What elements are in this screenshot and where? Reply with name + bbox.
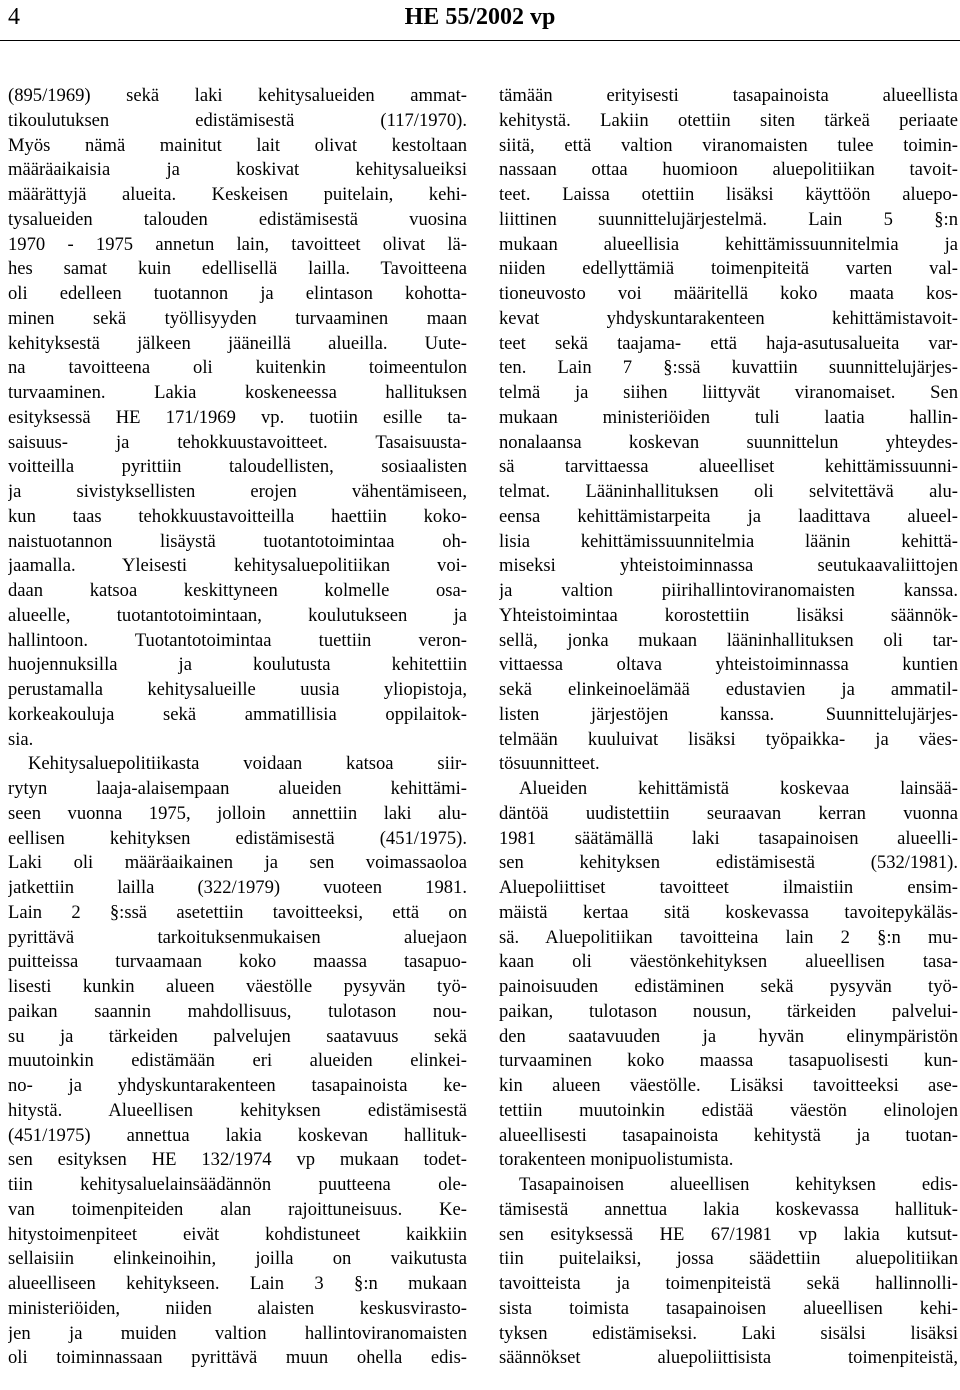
text-line: hitystä. Alueellisen kehityksen edistämisestä	[8, 1099, 467, 1121]
text-line: tavoitteista ja toimenpiteistä sekä hallinnolli-	[499, 1273, 958, 1294]
text-line: na tavoitteena oli kuitenkin toimeentulon	[8, 357, 467, 379]
text-line: kin alueen väestölle. Lisäksi tavoitteeksi ase-	[499, 1075, 958, 1096]
text-line: eensa kehittämistarpeita ja laadittava alueel-	[499, 505, 958, 527]
text-line: Yhteistoimintaa korostettiin lisäksi säännök-	[499, 604, 958, 626]
text-line: kehityksestä jälkeen jääneillä alueilla. Uute-	[8, 332, 467, 354]
text-line: muutoinkin edistämään eri alueiden elinkei-	[8, 1050, 467, 1072]
text-line: teet. Laissa otettiin lisäksi käyttöön aluepo-	[499, 184, 958, 205]
text-line: niiden edellyttämiä toimenpiteitä varten val-	[499, 258, 958, 280]
text-line: telmä ja siihen liittyvät viranomaiset. Sen	[499, 382, 958, 403]
text-line: perustamalla kehitysalueille uusia yliopistoja,	[8, 679, 467, 700]
text-line: ja sivistyksellisten erojen vähentämiseen,	[8, 481, 467, 502]
text-line: 1970 - 1975 annetun lain, tavoitteet olivat lä-	[8, 233, 467, 255]
text-line: hitystoimenpiteet eivät kohdistuneet kaikkiin	[8, 1223, 467, 1245]
text-line: hes samat kuin edellisellä lailla. Tavoitteena	[8, 258, 467, 280]
text-line: mäistä kertaa sitä koskevassa tavoitepykäläs-	[499, 901, 958, 923]
text-line: saisuus- ja tehokkuustavoitteet. Tasaisuusta-	[8, 431, 467, 453]
header-rule	[0, 40, 960, 41]
text-line: alueelliseen kehitykseen. Lain 3 §:n mukaan	[8, 1273, 467, 1294]
text-line: lisia kehittämissuunnitelmia läänin kehittä-	[499, 530, 958, 552]
text-line: voitteilla pyrittiin taloudellisten, sosiaalisten	[8, 456, 467, 478]
left-text-column	[8, 84, 467, 1371]
text-line: daan katsoa keskittyneen kolmelle osa-	[8, 580, 467, 601]
text-line: jen ja muiden valtion hallintoviranomaisten	[8, 1322, 467, 1344]
text-line: sä. Aluepolitiikan tavoitteina lain 2 §:n mu-	[499, 926, 958, 948]
text-line: sia.	[8, 728, 34, 750]
text-line: Laki oli määräaikainen ja sen voimassaoloa	[8, 852, 467, 874]
text-line: no- ja yhdyskuntarakenteen tasapainoista ke-	[8, 1075, 467, 1096]
text-line: jaamalla. Yleisesti kehitysaluepolitiikan voi-	[8, 555, 467, 577]
text-line: tiin kehitysaluelainsäädännön puutteena ole-	[8, 1174, 467, 1195]
text-line: ten. Lain 7 §:ssä kuvattiin suunnittelujärjes-	[499, 357, 958, 379]
text-line: eellisen kehityksen edistämisestä (451/1975).	[8, 827, 467, 849]
document-title: HE 55/2002 vp	[404, 4, 556, 30]
text-line: määrättyjä alueita. Keskeisen puitelain, kehi-	[8, 184, 467, 205]
text-line: huojennuksilla ja koulutusta kehitettiin	[8, 654, 467, 676]
text-line: telmään kuuluivat lisäksi työpaikka- ja väes-	[499, 728, 958, 750]
text-line: puitteissa turvaamaan koko maassa tasapuo-	[8, 951, 467, 973]
text-line: Lain 2 §:ssä asetettiin tavoitteeksi, että on	[8, 901, 467, 923]
text-line: kevat yhdyskuntarakenteen kehittämistavoit-	[499, 307, 958, 329]
text-line: painoisuuden edistäminen sekä pysyvän työ-	[499, 976, 958, 997]
text-line: tysalueiden talouden edistämisestä vuosina	[8, 208, 467, 230]
text-line: tösuunnitteet.	[499, 753, 600, 775]
text-line: nassaan ottaa huomioon aluepolitiikan tavoit-	[499, 159, 958, 181]
text-line: tioneuvosto voi määritellä koko maata kos-	[499, 283, 958, 304]
text-line: siitä, että valtion viranomaisten tulee toimin-	[499, 134, 958, 156]
text-line: van toimenpiteiden alan rajoittuneisuus. Ke-	[8, 1198, 467, 1220]
text-line: paikan saannin mahdollisuus, tulotason nou-	[8, 1000, 467, 1022]
text-line: pyrittävä tarkoituksenmukaisen aluejaon	[8, 926, 467, 948]
text-line: däntöä uudistettiin seuraavan kerran vuonna	[499, 802, 958, 824]
text-line: tiin puitelaiksi, jossa säädettiin aluepolitiikan	[499, 1248, 958, 1270]
text-line: tikoulutuksen edistämisestä (117/1970).	[8, 109, 467, 131]
text-line: ja valtion piirihallintoviranomaisten kanssa.	[499, 580, 958, 601]
text-line: sen esityksessä HE 67/1981 vp lakia kutsut-	[499, 1223, 958, 1245]
text-line: esityksessä HE 171/1969 vp. tuotiin esille ta-	[8, 406, 467, 428]
text-line: hallintoon. Tuotantotoimintaa tuettiin veron-	[8, 629, 467, 651]
text-line: Myös nämä mainitut lait olivat kestoltaan	[8, 134, 467, 156]
text-line: naistuotannon lisäystä tuotantotoimintaa oh-	[8, 530, 467, 552]
text-line: kaan oli väestönkehityksen alueellisen tasa-	[499, 951, 958, 973]
text-line: paikan, tulotason nousun, tärkeiden palvelui-	[499, 1000, 958, 1022]
text-line: alueellisesti tasapainoista kehitystä ja tuotan-	[499, 1124, 958, 1146]
text-line: mukaan ministeriöiden tuli laatia hallin-	[499, 406, 958, 428]
text-line: sista toimista tasapainoisen alueellisen kehi-	[499, 1297, 958, 1319]
text-line: sä tarvittaessa alueelliset kehittämissuunni-	[499, 456, 958, 478]
text-line: 1981 säätämällä laki tasapainoisen alueelli-	[499, 827, 958, 849]
text-line: kehitystä. Lakiin otettiin siten tärkeä periaate	[499, 109, 958, 131]
text-line: Tasapainoisen alueellisen kehityksen edis-	[519, 1174, 958, 1195]
text-line: turvaaminen. Lakia koskeneessa hallituksen	[8, 382, 467, 403]
text-line: tettiin muutoinkin edistää väestön elinolojen	[499, 1099, 958, 1121]
page-header	[0, 0, 960, 44]
text-line: säännökset aluepoliittisista toimenpiteistä,	[499, 1347, 958, 1369]
text-line: liittinen suunnittelujärjestelmä. Lain 5 §:n	[499, 208, 958, 230]
text-line: sellaisiin elinkeinoihin, joilla on vaikutusta	[8, 1248, 467, 1270]
text-line: vittaessa oltava yhteistoiminnassa kuntien	[499, 654, 958, 676]
text-line: korkeakouluja sekä ammatillisia oppilaitok-	[8, 703, 467, 725]
text-line: miseksi yhteistoiminnassa seutukaavaliittojen	[499, 555, 958, 577]
text-line: tämään erityisesti tasapainoista alueellista	[499, 85, 958, 106]
text-line: (895/1969) sekä laki kehitysalueiden ammat-	[8, 85, 467, 106]
text-line: tämisestä annettua lakia koskevassa hallituk-	[499, 1198, 958, 1220]
text-line: alueelle, tuotantotoimintaan, koulutukseen ja	[8, 604, 467, 626]
text-line: mukaan alueellisia kehittämissuunnitelmia ja	[499, 233, 958, 255]
page-number: 4	[8, 4, 20, 30]
text-line: ministeriöiden, niiden alaisten keskusvirasto-	[8, 1297, 467, 1319]
text-line: Alueiden kehittämistä koskevaa lainsää-	[519, 778, 958, 799]
text-line: su ja tärkeiden palvelujen saatavuus sekä	[8, 1025, 467, 1047]
text-line: minen sekä työllisyyden turvaaminen maan	[8, 307, 467, 329]
text-line: sen kehityksen edistämisestä (532/1981).	[499, 852, 958, 874]
text-line: telmat. Lääninhallituksen oli selvitettävä alu-	[499, 481, 958, 502]
right-text-column	[499, 84, 958, 1371]
text-line: seen vuonna 1975, jolloin annettiin laki alu-	[8, 802, 467, 824]
text-line: Aluepoliittiset tavoitteet ilmaistiin ensim-	[499, 877, 958, 898]
text-line: oli toiminnassaan pyrittävä muun ohella edis-	[8, 1347, 467, 1369]
text-line: kun taas tehokkuustavoitteilla haettiin koko-	[8, 505, 467, 527]
text-line: sellä, jonka mukaan lääninhallituksen oli tar-	[499, 629, 958, 651]
text-line: torakenteen monipuolistumista.	[499, 1149, 734, 1171]
text-line: teet sekä taajama- että haja-asutusalueita var-	[499, 332, 958, 354]
text-line: nonalaansa koskevan suunnittelun yhteydes-	[499, 431, 958, 453]
text-line: tyksen edistämiseksi. Laki sisälsi lisäksi	[499, 1322, 958, 1344]
text-line: rytyn laaja-alaisempaan alueiden kehittämi-	[8, 778, 467, 799]
text-line: listen järjestöjen kanssa. Suunnittelujärjes-	[499, 703, 958, 725]
text-line: sekä elinkeinoelämää edustavien ja ammatil-	[499, 679, 958, 700]
text-line: oli edelleen tuotannon ja elintason kohotta-	[8, 283, 467, 304]
text-line: turvaaminen koko maassa tasapuolisesti kun-	[499, 1050, 958, 1072]
text-line: lisesti kunkin alueen väestölle pysyvän työ-	[8, 976, 467, 997]
text-line: sen esityksen HE 132/1974 vp mukaan todet-	[8, 1149, 467, 1171]
text-line: määräaikaisia ja koskivat kehitysalueiksi	[8, 159, 467, 181]
text-line: (451/1975) annettua lakia koskevan hallituk-	[8, 1124, 467, 1146]
text-line: jatkettiin lailla (322/1979) vuoteen 1981.	[8, 877, 467, 898]
text-line: Kehitysaluepolitiikasta voidaan katsoa siir-	[28, 753, 467, 775]
text-line: den saatavuuden ja hyvän elinympäristön	[499, 1025, 958, 1047]
